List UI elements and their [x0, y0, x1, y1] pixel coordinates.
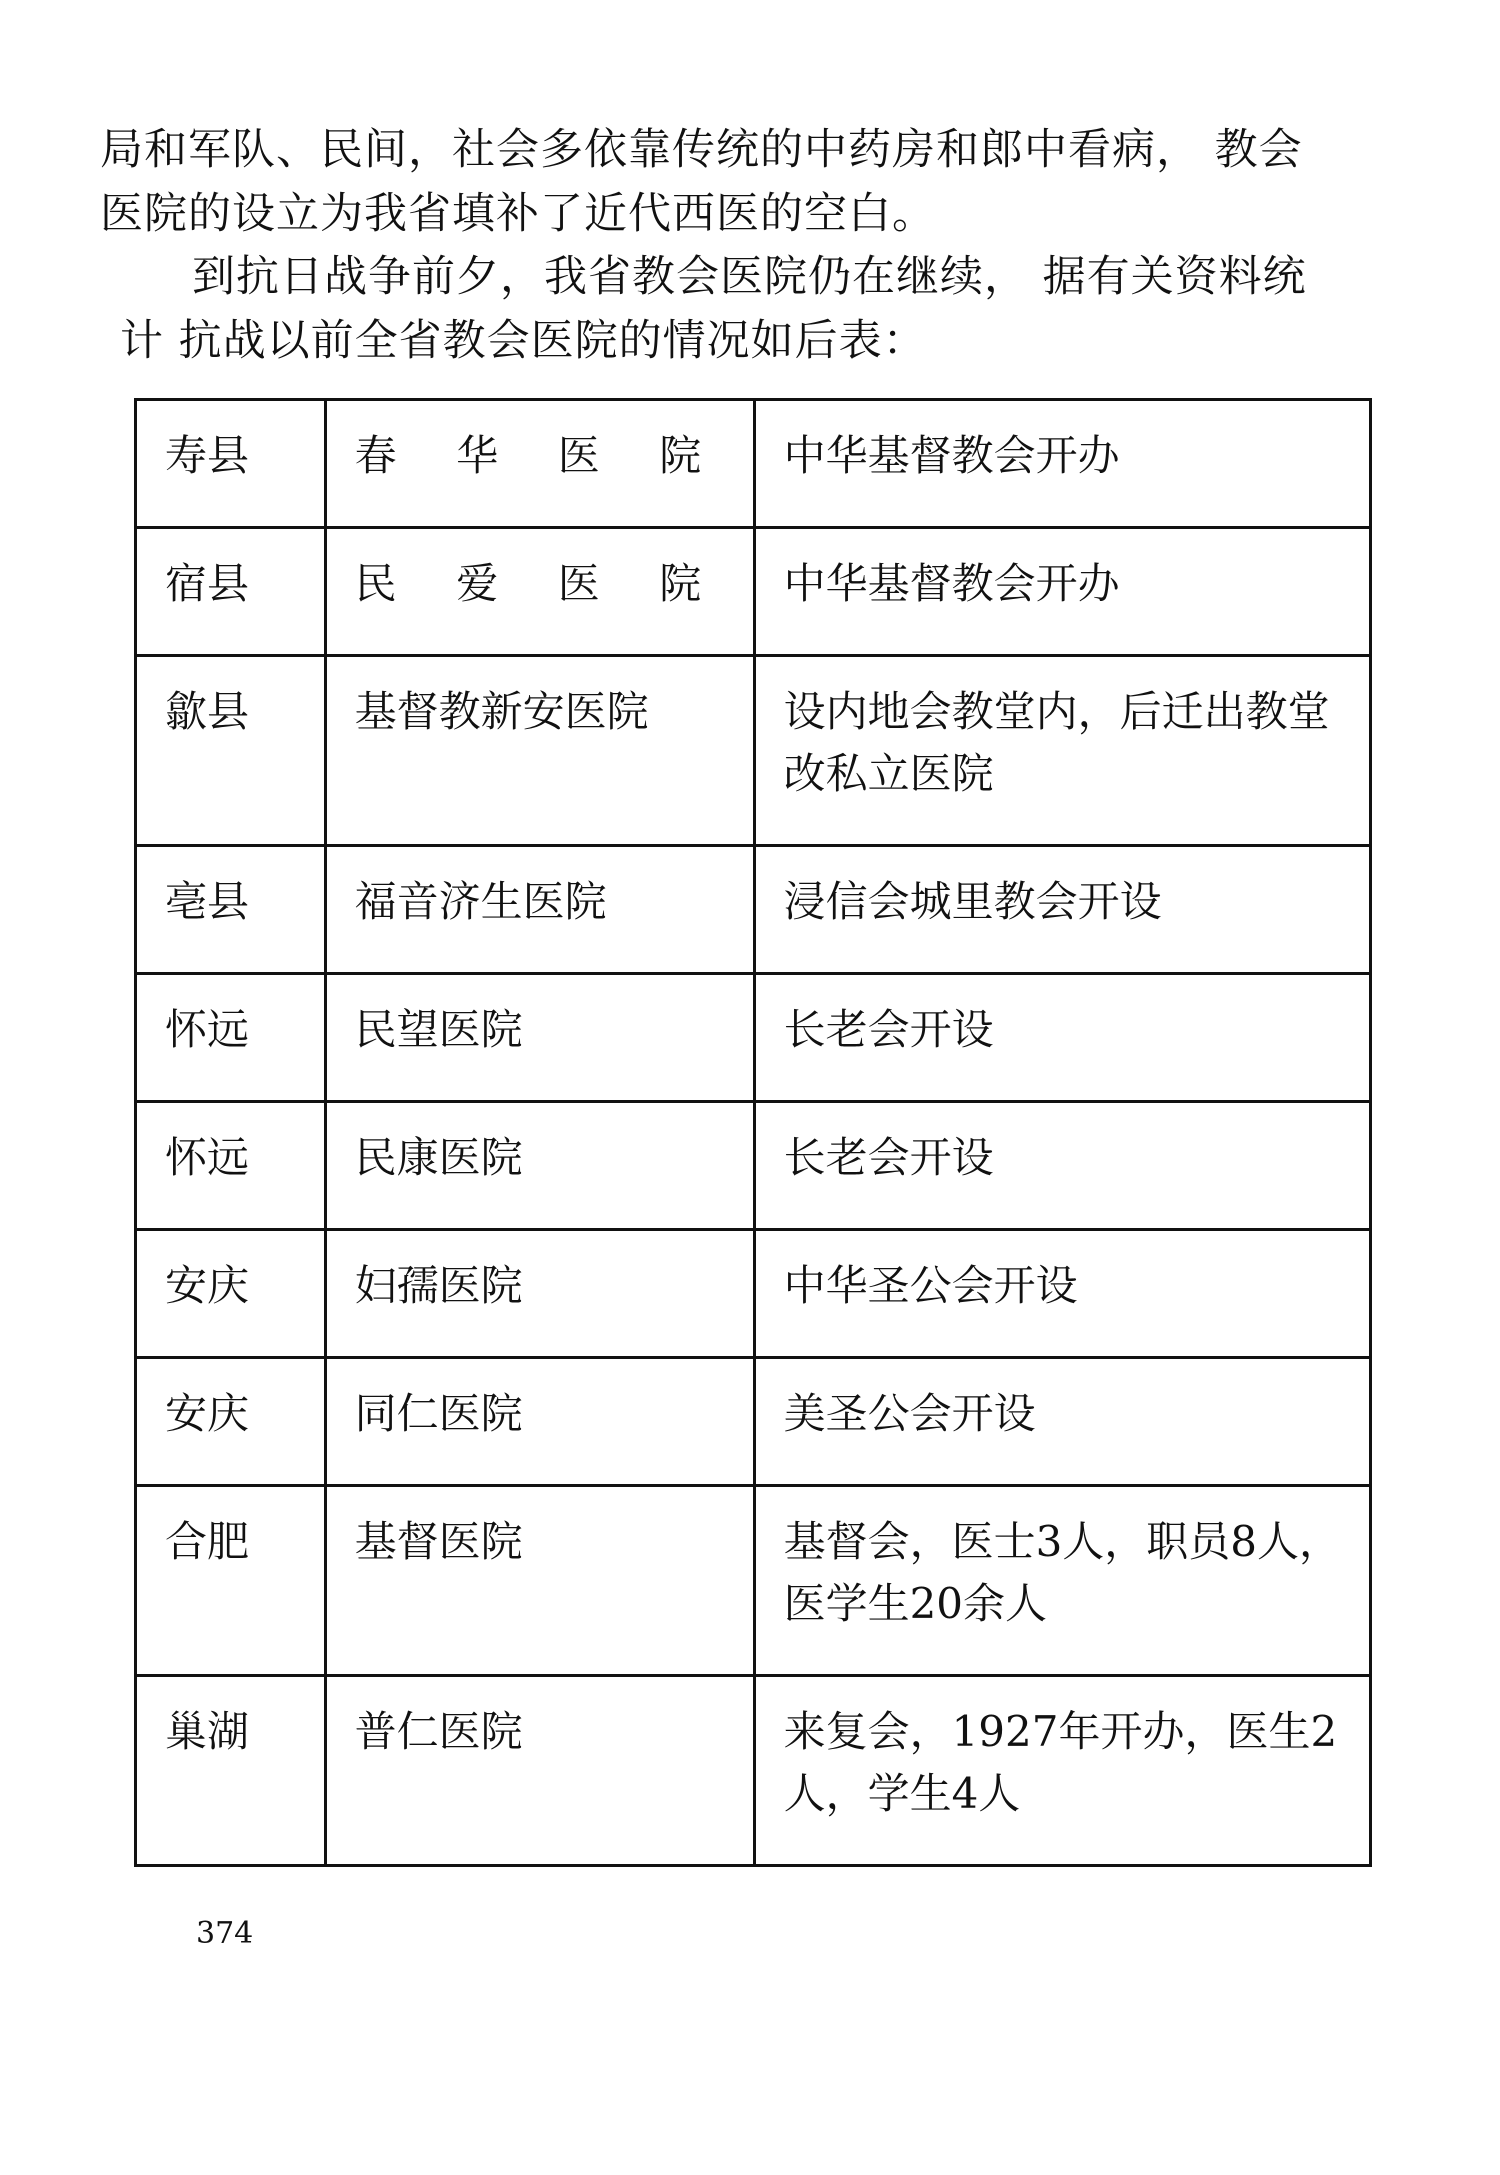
table-row — [136, 1676, 1371, 1866]
note-cell: 中华基督教会开办 — [754, 400, 1370, 528]
hospital-name-cell: 基督医院 — [325, 1486, 754, 1676]
table-row — [136, 656, 1371, 846]
county-cell: 怀远 — [136, 974, 326, 1102]
page-number: 374 — [196, 1916, 254, 1951]
county-cell: 寿县 — [136, 400, 326, 528]
hospital-name-cell: 民望医院 — [325, 974, 754, 1102]
county-cell: 合肥 — [136, 1486, 326, 1676]
hospital-name-cell: 同仁医院 — [325, 1358, 754, 1486]
note-cell: 长老会开设 — [754, 1102, 1370, 1230]
hospital-name-cell: 民康医院 — [325, 1102, 754, 1230]
note-cell: 长老会开设 — [754, 974, 1370, 1102]
table-row — [136, 1358, 1371, 1486]
table-row — [136, 1486, 1371, 1676]
note-cell: 浸信会城里教会开设 — [754, 846, 1370, 974]
table-row — [136, 400, 1371, 528]
note-cell: 设内地会教堂内，后迁出教堂改私立医院 — [754, 656, 1370, 846]
county-cell: 亳县 — [136, 846, 326, 974]
hospital-name-cell: 妇孺医院 — [325, 1230, 754, 1358]
hospital-name-cell: 普仁医院 — [325, 1676, 754, 1866]
hospital-name-cell: 民 爱 医 院 — [325, 528, 754, 656]
table-row — [136, 846, 1371, 974]
hospital-name-cell: 春 华 医 院 — [325, 400, 754, 528]
paragraph-statistics — [100, 245, 1400, 373]
church-hospitals-table — [134, 398, 1372, 1867]
table-row — [136, 1102, 1371, 1230]
table-row — [136, 528, 1371, 656]
paragraph-line: 到抗日战争前夕，我省教会医院仍在继续， 据有关资料统 — [192, 252, 1307, 302]
table-row — [136, 974, 1371, 1102]
note-cell: 基督会，医士3人，职员8人，医学生20余人 — [754, 1486, 1370, 1676]
county-cell: 巢湖 — [136, 1676, 326, 1866]
hospital-name-cell: 福音济生医院 — [325, 846, 754, 974]
paragraph-line: 局和军队、民间，社会多依靠传统的中药房和郎中看病， 教会 — [100, 125, 1303, 175]
note-cell: 美圣公会开设 — [754, 1358, 1370, 1486]
note-cell: 中华基督教会开办 — [754, 528, 1370, 656]
paragraph-line: 医院的设立为我省填补了近代西医的空白。 — [100, 189, 936, 239]
county-cell: 歙县 — [136, 656, 326, 846]
county-cell: 安庆 — [136, 1358, 326, 1486]
hospital-name-cell: 基督教新安医院 — [325, 656, 754, 846]
county-cell: 安庆 — [136, 1230, 326, 1358]
county-cell: 宿县 — [136, 528, 326, 656]
paragraph-line: 计 抗战以前全省教会医院的情况如后表： — [120, 316, 927, 366]
table-row — [136, 1230, 1371, 1358]
note-cell: 来复会，1927年开办，医生2人，学生4人 — [754, 1676, 1370, 1866]
note-cell: 中华圣公会开设 — [754, 1230, 1370, 1358]
county-cell: 怀远 — [136, 1102, 326, 1230]
paragraph-intro — [100, 118, 1400, 246]
